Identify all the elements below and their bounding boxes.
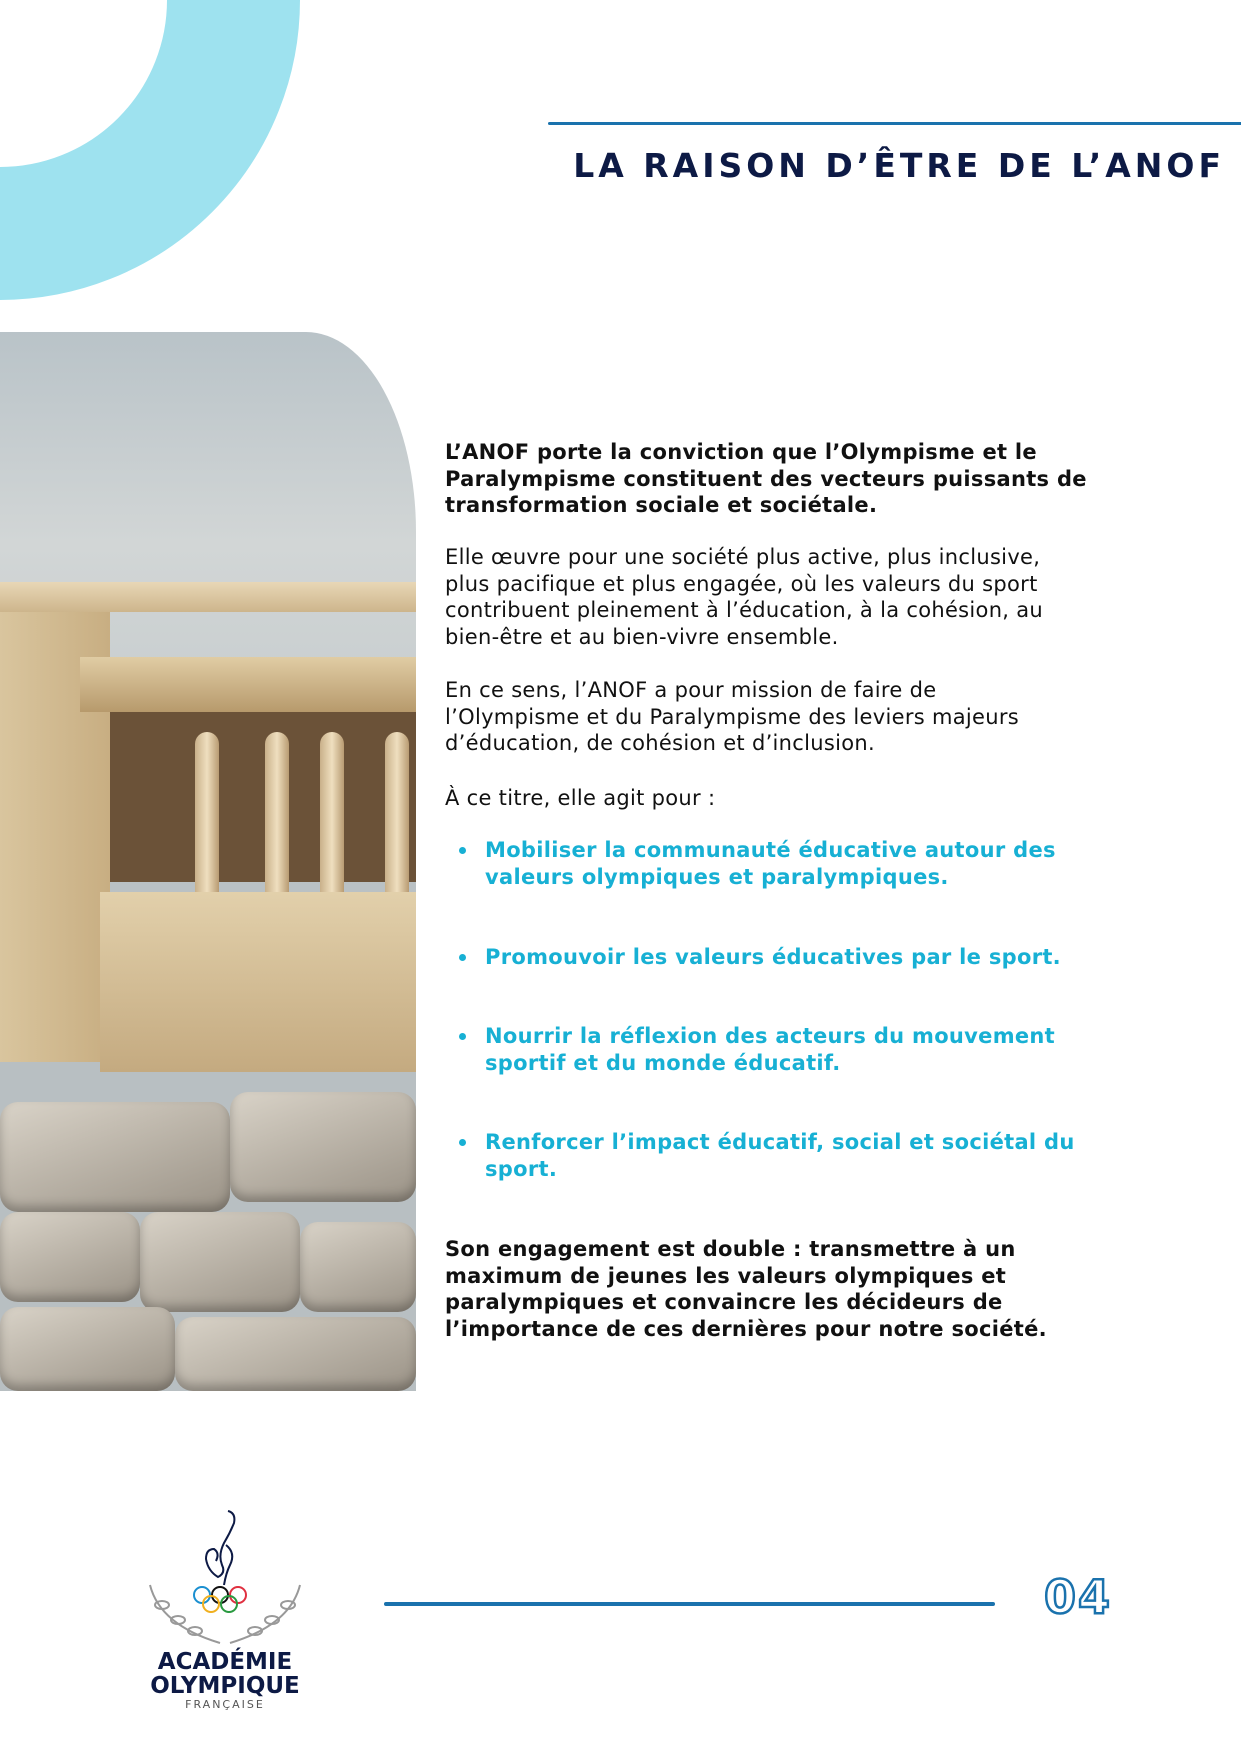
- action-item: [459, 944, 1199, 971]
- academie-olympique-logo: [140, 1505, 310, 1715]
- bullet-icon: [459, 954, 466, 961]
- mission-paragraph: [445, 677, 1205, 757]
- text-line: Promouvoir les valeurs éducatives par le sport.: [485, 945, 1061, 969]
- text-line: contribuent pleinement à l’éducation, à la cohésion, au: [445, 598, 1044, 622]
- action-item: [459, 1129, 1199, 1182]
- text-line: En ce sens, l’ANOF a pour mission de faire de: [445, 678, 937, 702]
- text-line: Nourrir la réflexion des acteurs du mouvement: [485, 1024, 1056, 1048]
- page-title: LA RAISON D’ÊTRE DE L’ANOF: [573, 146, 1225, 185]
- text-line: Paralympisme constituent des vecteurs puissants de: [445, 466, 1087, 491]
- text-line: paralympiques et convaincre les décideurs de: [445, 1290, 1003, 1314]
- text-line: l’Olympisme et du Paralympisme des leviers majeurs: [445, 704, 1020, 729]
- logo-text: OLYMPIQUE: [150, 1673, 300, 1699]
- text-line: Renforcer l’impact éducatif, social et sociétal du: [485, 1130, 1075, 1154]
- text-line: d’éducation, de cohésion et d’inclusion.: [445, 731, 875, 755]
- bullet-icon: [459, 847, 466, 854]
- page-number: 04: [1044, 1570, 1113, 1624]
- text-line: À ce titre, elle agit pour :: [445, 786, 716, 810]
- action-item: [459, 837, 1199, 890]
- decorative-ring-frame: [0, 0, 300, 300]
- text-line: transformation sociale et sociétale.: [445, 493, 878, 517]
- footer-divider: [384, 1602, 995, 1606]
- conclusion-paragraph: [445, 1236, 1205, 1342]
- text-line: plus pacifique et plus engagée, où les valeurs du sport: [445, 571, 1038, 596]
- actions-intro: [445, 785, 1205, 812]
- action-item: [459, 1023, 1199, 1076]
- intro-paragraph: [445, 439, 1205, 519]
- text-line: sport.: [485, 1156, 558, 1181]
- text-line: L’ANOF porte la conviction que l’Olympisme et le: [445, 440, 1037, 464]
- text-line: Elle œuvre pour une société plus active, plus inclusive,: [445, 545, 1041, 569]
- bullet-icon: [459, 1033, 466, 1040]
- society-paragraph: [445, 544, 1205, 650]
- rooster-rings-laurel-icon: [140, 1505, 310, 1645]
- text-line: sportif et du monde éducatif.: [485, 1050, 841, 1075]
- text-line: Son engagement est double : transmettre à un: [445, 1237, 1016, 1261]
- logo-text: ACADÉMIE: [157, 1649, 293, 1675]
- text-line: bien-être et au bien-vivre ensemble.: [445, 624, 839, 649]
- temple-photo: [0, 332, 416, 1391]
- decorative-ring: [0, 0, 300, 300]
- bullet-icon: [459, 1139, 466, 1146]
- text-line: Mobiliser la communauté éducative autour des: [485, 838, 1056, 862]
- text-line: l’importance de ces dernières pour notre société.: [445, 1316, 1047, 1341]
- text-line: maximum de jeunes les valeurs olympiques et: [445, 1263, 1007, 1288]
- header-divider: [548, 122, 1241, 125]
- text-line: valeurs olympiques et paralympiques.: [485, 864, 949, 889]
- logo-text: FRANÇAISE: [185, 1698, 265, 1711]
